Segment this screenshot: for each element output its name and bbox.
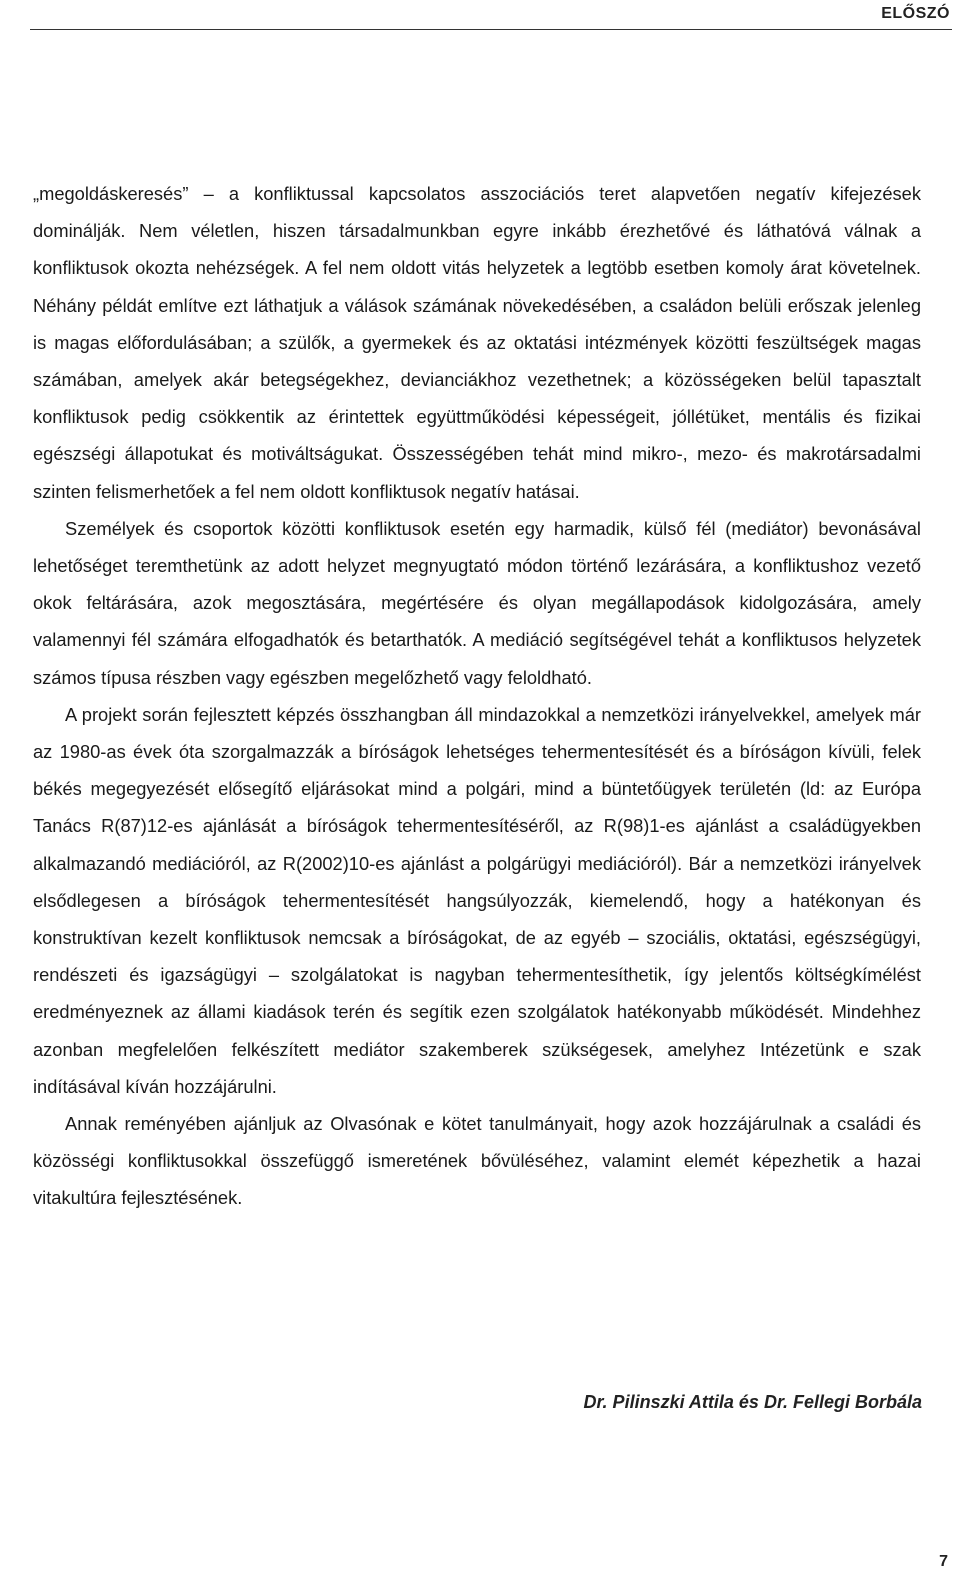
page-number: 7 [939,1553,948,1570]
header-rule [30,29,952,30]
paragraph-1: „megoldáskeresés” – a konfliktussal kapcsolatos asszociációs teret alapvetően negatív kifejezések dominálják. Nem véletlen, hiszen társadalmunkban egyre inkább érezhetővé és láthatóvá válnak a konfliktusok okozta nehézségek. A fel nem oldott vitás helyzetek a legtöbb esetben komoly árat követelnek. Néhány példát említve ezt láthatjuk a válások számának növekedésében, a családon belüli erőszak jelenleg is magas előfordulásában; a szülők, a gyermekek és az oktatási intézmények közötti feszültségek magas számában, amelyek akár betegségekhez, devianciákhoz vezethetnek; a közösségeken belül tapasztalt konfliktusok pedig csökkentik az érintettek együttműködési képességeit, jóllétüket, mentális és fizikai egészségi állapotukat és motiváltságukat. Összességében tehát mind mikro-, mezo- és makrotársadalmi szinten felismerhetőek a fel nem oldott konfliktusok negatív hatásai. [33,183,921,502]
paragraph-3: A projekt során fejlesztett képzés összhangban áll mindazokkal a nemzetközi irányelvekkel, amelyek már az 1980-as évek óta szorgalmazzák a bíróságok lehetséges tehermentesítését és a bíróságon kívüli, felek békés megegyezését elősegítő eljárásokat mind a polgári, mind a büntetőügyek területén (ld: az Európa Tanács R(87)12-es ajánlását a bíróságok tehermentesítéséről, az R(98)1-es ajánlást a családügyekben alkalmazandó mediációról, az R(2002)10-es ajánlást a polgárügyi mediációról). Bár a nemzetközi irányelvek elsődlegesen a bíróságok tehermentesítését hangsúlyozzák, kiemelendő, hogy a hatékonyan és konstruktívan kezelt konfliktusok nemcsak a bíróságokat, de az egyéb – szociális, oktatási, egészségügyi, rendészeti és igazságügyi – szolgálatokat is nagyban tehermentesíthetik, így jelentős költségkímélést eredményeznek az állami kiadások terén és segítik ezen szolgálatok hatékonyabb működését. Mindehhez azonban megfelelően felkészített mediátor szakemberek szükségesek, amelyhez Intézetünk e szak indításával kíván hozzájárulni. [33,703,921,1097]
preface-body [33,175,921,1217]
running-title: ELŐSZÓ [881,5,950,22]
paragraph-4: Annak reményében ajánljuk az Olvasónak e kötet tanulmányait, hogy azok hozzájárulnak a családi és közösségi konfliktusokkal összefüggő ismeretének bővüléséhez, valamint elemét képezhetik a hazai vitakultúra fejlesztésének. [33,1113,921,1209]
paragraph-2: Személyek és csoportok közötti konfliktusok esetén egy harmadik, külső fél (mediátor) bevonásával lehetőséget teremthetünk az adott helyzet megnyugtató módon történő lezárására, a konfliktushoz vezető okok feltárására, azok megosztására, megértésére és olyan megállapodások kidolgozására, amely valamennyi fél számára elfogadhatók és betarthatók. A mediáció segítségével tehát a konfliktusos helyzetek számos típusa részben vagy egészben megelőzhető vagy feloldható. [33,517,921,688]
author-signature: Dr. Pilinszki Attila és Dr. Fellegi Borbála [583,1392,922,1412]
